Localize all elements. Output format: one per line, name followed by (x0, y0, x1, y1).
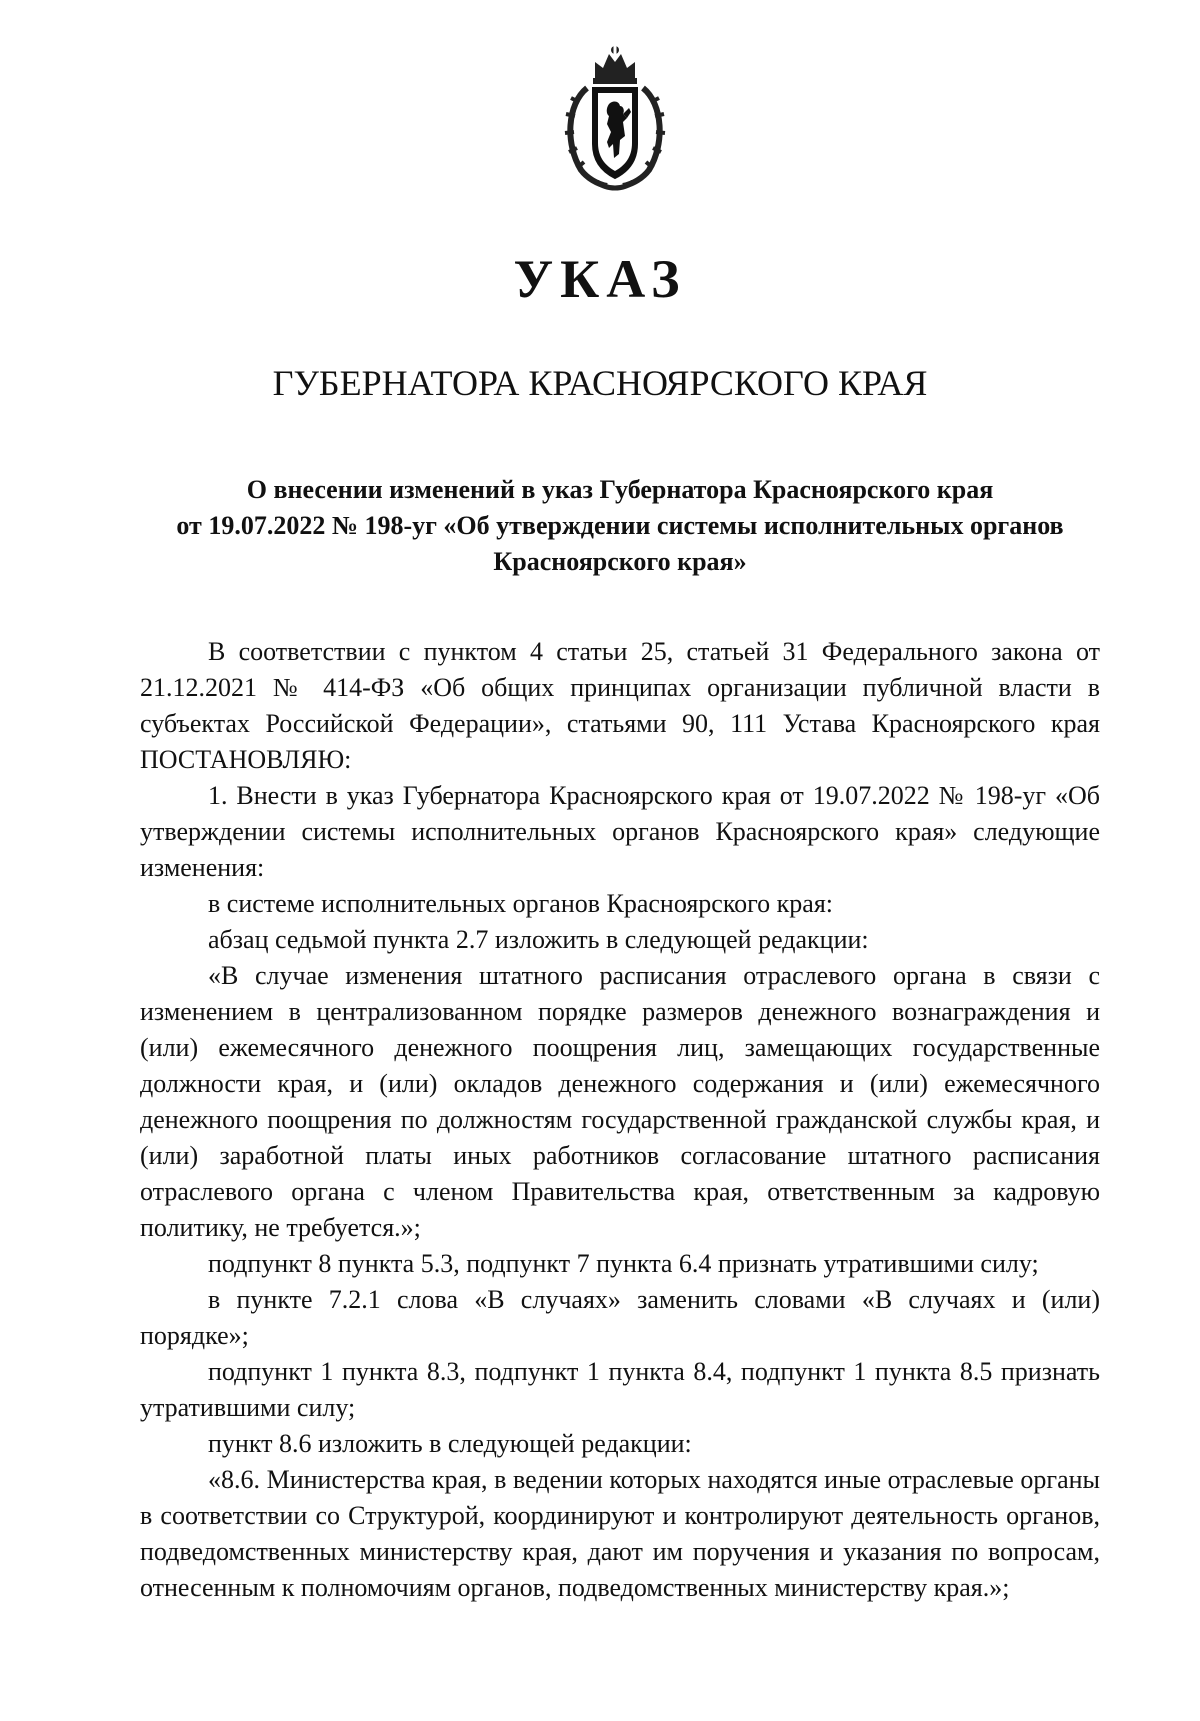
document-title-line: О внесении изменений в указ Губернатора Красноярского края (246, 475, 994, 504)
body-paragraph: «8.6. Министерства края, в ведении которых находятся иные отраслевые органы в соответствии со Структурой, координируют и контролируют деятельность органов, подведомственных министерству края, дают им поручения и указания по вопросам, отнесенным к полномочиям органов, подведомственных министерству края.»; (140, 1465, 1100, 1602)
body-paragraph: подпункт 8 пункта 5.3, подпункт 7 пункта 6.4 признать утратившими силу; (208, 1249, 1039, 1278)
body-paragraph: «В случае изменения штатного расписания отраслевого органа в связи с изменением в централизованном порядке размеров денежного вознаграждения и (или) ежемесячного денежного поощрения лиц, замещающих государственные должности края, и (или) окладов денежного содержания и (или) ежемесячного денежного поощрения по должностям государственной гражданской службы края, и (или) заработной платы иных работников согласование штатного расписания отраслевого органа с членом Правительства края, ответственным за кадровую политику, не требуется.»; (140, 961, 1100, 1242)
body-paragraph: абзац седьмой пункта 2.7 изложить в следующей редакции: (208, 925, 869, 954)
crown-icon (593, 46, 637, 84)
document-title (140, 472, 1100, 580)
coat-of-arms-icon (557, 44, 673, 194)
document-title-line: от 19.07.2022 № 198-уг «Об утверждении системы исполнительных органов (176, 511, 1064, 540)
issuer-heading: ГУБЕРНАТОРА КРАСНОЯРСКОГО КРАЯ (272, 363, 928, 403)
document-kind-heading: УКАЗ (513, 249, 687, 309)
body-paragraph: 1. Внести в указ Губернатора Красноярского края от 19.07.2022 № 198-уг «Об утверждении системы исполнительных органов Красноярского края» следующие изменения: (140, 781, 1100, 882)
body-paragraph: пункт 8.6 изложить в следующей редакции: (208, 1429, 692, 1458)
document-title-line: Красноярского края» (493, 547, 747, 576)
shield-icon (593, 88, 637, 178)
body-paragraph: В соответствии с пунктом 4 статьи 25, статьей 31 Федерального закона от 21.12.2021 № 414-ФЗ «Об общих принципах организации публичной власти в субъектах Российской Федерации», статьями 90, 111 Устава Красноярского края ПОСТАНОВЛЯЮ: (140, 637, 1100, 774)
body-paragraph: подпункт 1 пункта 8.3, подпункт 1 пункта 8.4, подпункт 1 пункта 8.5 признать утратившими силу; (140, 1357, 1100, 1422)
body-paragraph: в системе исполнительных органов Красноярского края: (208, 889, 834, 918)
body-paragraph: в пункте 7.2.1 слова «В случаях» заменить словами «В случаях и (или) порядке»; (140, 1285, 1100, 1350)
document-body (140, 634, 1100, 1606)
